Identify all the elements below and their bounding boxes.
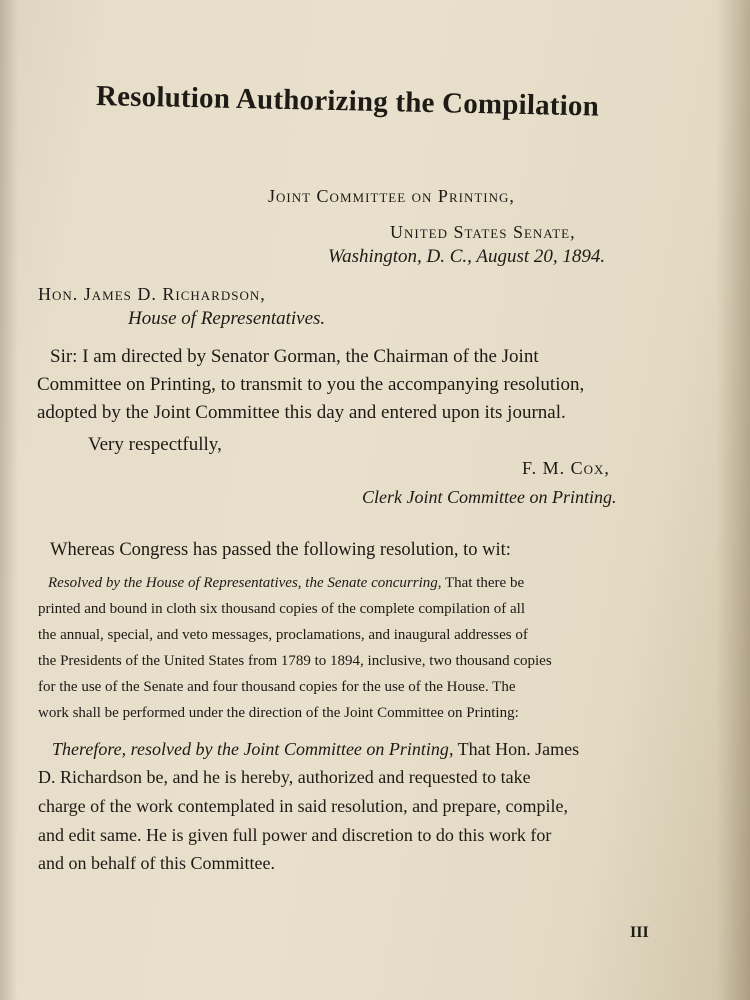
therefore-line-4: and edit same. He is given full power and discretion to do this work for bbox=[38, 825, 552, 845]
resolution-line-6: work shall be performed under the direction of the Joint Committee on Printing: bbox=[38, 705, 519, 721]
page-number: III bbox=[630, 924, 649, 941]
letter-line-1: Sir: I am directed by Senator Gorman, the Chairman of the Joint bbox=[50, 346, 539, 367]
whereas-line: Whereas Congress has passed the following resolution, to wit: bbox=[50, 540, 511, 560]
letter-closing: Very respectfully, bbox=[88, 434, 222, 455]
therefore-line-5: and on behalf of this Committee. bbox=[38, 853, 275, 873]
header-senate: United States Senate, bbox=[390, 222, 576, 242]
resolution-line-3: the annual, special, and veto messages, proclamations, and inaugural addresses of bbox=[38, 627, 528, 643]
header-committee: Joint Committee on Printing, bbox=[268, 186, 515, 206]
page-gutter-shadow bbox=[0, 0, 18, 1000]
letter-line-2: Committee on Printing, to transmit to you the accompanying resolution, bbox=[37, 374, 585, 395]
letter-signature: F. M. Cox, bbox=[522, 458, 610, 478]
therefore-line-1-italic: Therefore, resolved by the Joint Committee on Printing bbox=[52, 739, 449, 759]
therefore-line-1 bbox=[52, 739, 579, 760]
resolution-line-5: for the use of the Senate and four thousand copies for the use of the House. The bbox=[38, 679, 516, 695]
resolution-line-1-rest: , That there be bbox=[437, 575, 525, 591]
resolution-line-1 bbox=[48, 575, 524, 592]
letter-line-3: adopted by the Joint Committee this day and entered upon its journal. bbox=[37, 402, 566, 423]
page-edge-shadow bbox=[716, 0, 750, 1000]
therefore-line-2: D. Richardson be, and he is hereby, authorized and requested to take bbox=[38, 767, 531, 787]
addressee-office: House of Representatives. bbox=[128, 308, 326, 329]
therefore-line-1-rest: , That Hon. James bbox=[448, 739, 580, 759]
page-title: Resolution Authorizing the Compilation bbox=[95, 80, 600, 123]
therefore-line-3: charge of the work contemplated in said resolution, and prepare, compile, bbox=[38, 796, 568, 816]
resolution-line-2: printed and bound in cloth six thousand copies of the complete compilation of all bbox=[38, 601, 525, 617]
letter-signature-title: Clerk Joint Committee on Printing. bbox=[362, 487, 617, 507]
header-date: Washington, D. C., August 20, 1894. bbox=[328, 246, 606, 267]
resolution-line-4: the Presidents of the United States from 1789 to 1894, inclusive, two thousand copies bbox=[38, 653, 552, 669]
addressee-name: Hon. James D. Richardson, bbox=[38, 284, 266, 304]
resolution-line-1-italic: Resolved by the House of Representatives, the Senate concurring bbox=[48, 575, 438, 591]
